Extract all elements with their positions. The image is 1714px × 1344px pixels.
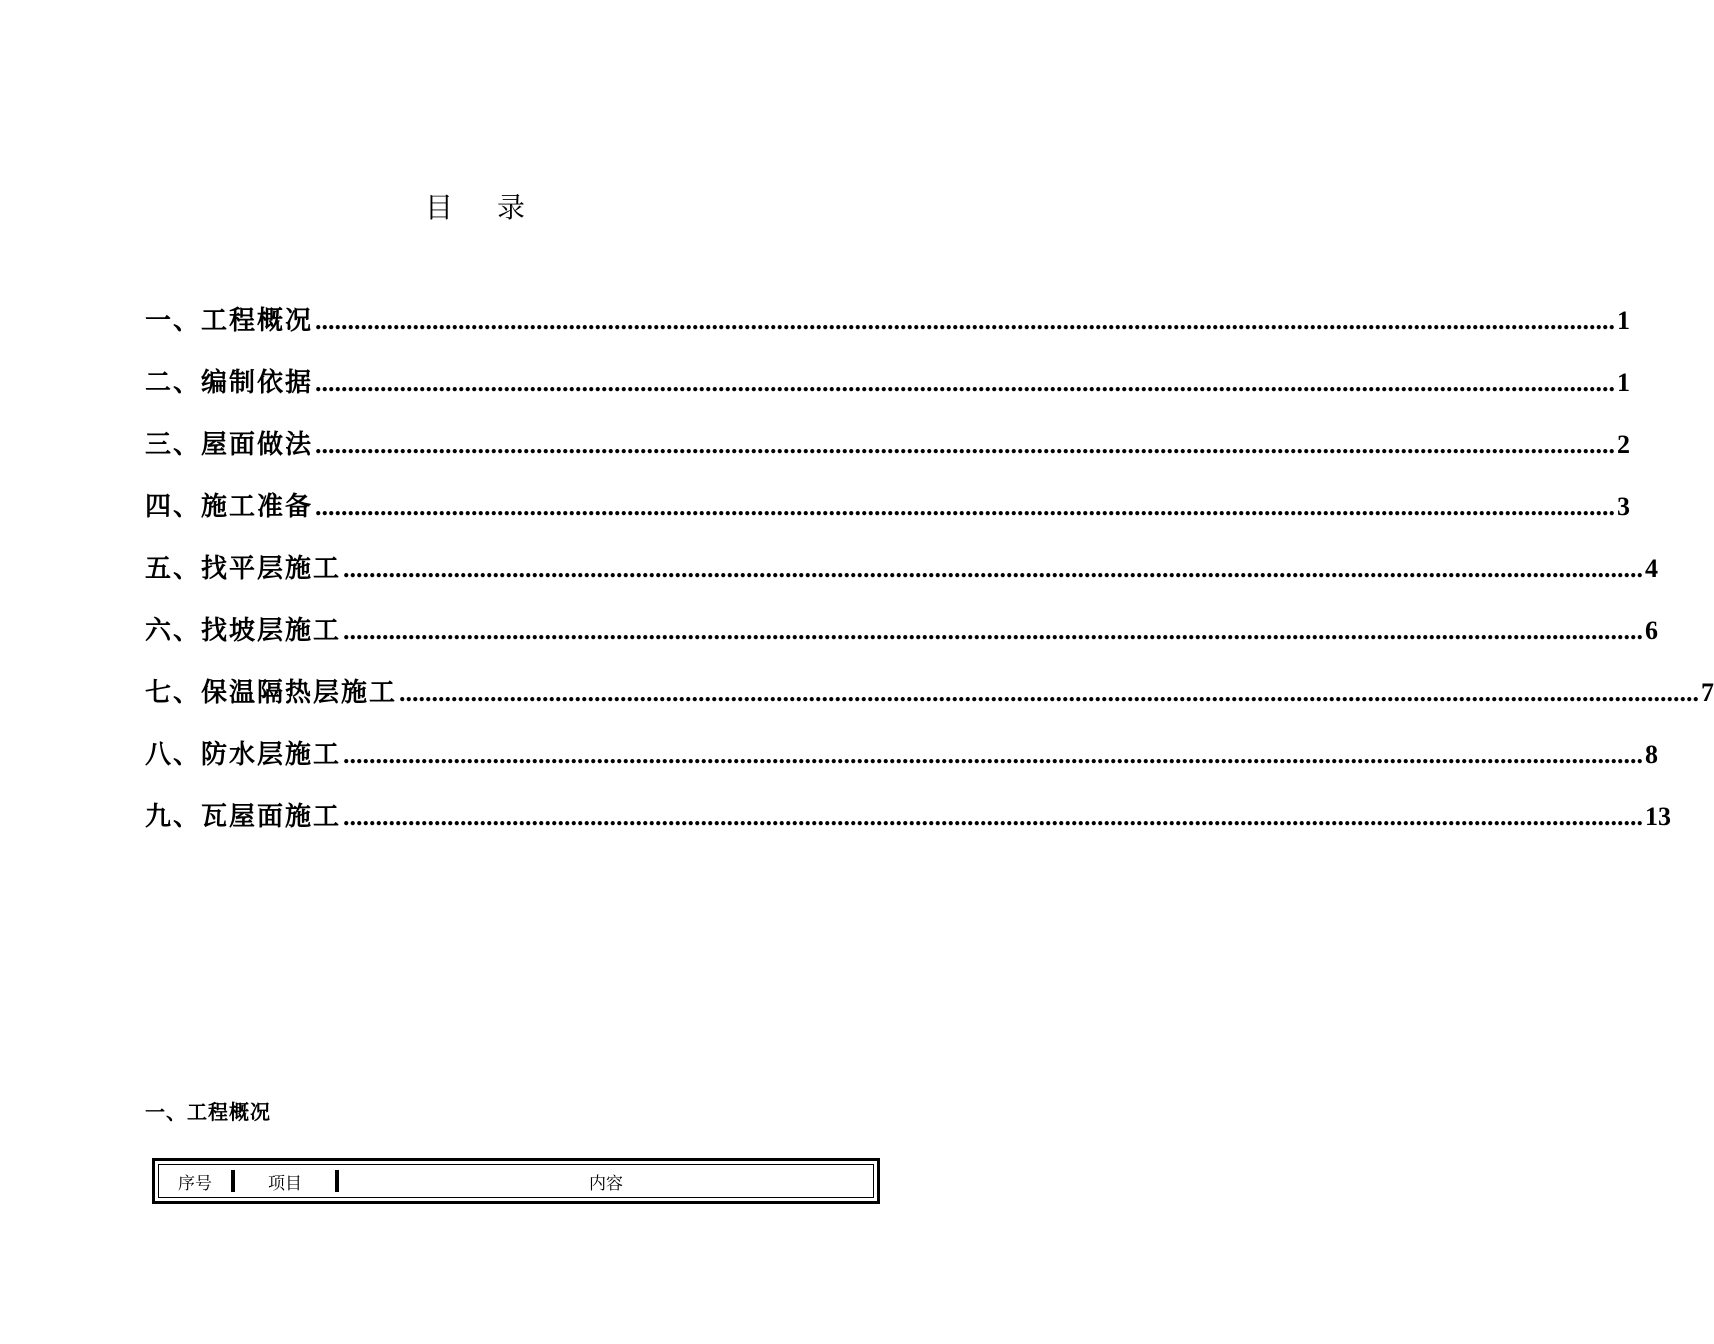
toc-entry[interactable] <box>145 486 1631 548</box>
toc-entry-page: 6 <box>1645 616 1659 645</box>
toc-leader-dots: ........................................................................................................................................................................................................ <box>343 554 1644 583</box>
toc-entry-label: 六、找坡层施工 <box>145 616 342 646</box>
toc-leader-dots: ........................................................................................................................................................................................................ <box>315 430 1616 459</box>
toc-entry[interactable] <box>145 424 1631 486</box>
toc-entry-label: 一、工程概况 <box>145 306 314 336</box>
toc-title-part1: 目 <box>424 191 453 224</box>
toc-entry[interactable] <box>145 734 1659 796</box>
toc-title-part2: 录 <box>497 191 526 224</box>
toc-leader-dots: ........................................................................................................................................................................................................ <box>315 368 1616 397</box>
header-cell-content: 内容 <box>589 1173 623 1194</box>
table-header-row <box>158 1164 874 1198</box>
toc-entry[interactable] <box>145 610 1659 672</box>
toc-entry-label: 三、屋面做法 <box>145 430 314 460</box>
toc-entry-page: 3 <box>1617 492 1631 521</box>
toc-entry[interactable] <box>145 672 1714 734</box>
toc-entry[interactable] <box>145 796 1672 858</box>
toc-entry-label: 八、防水层施工 <box>145 740 342 770</box>
toc-leader-dots: ........................................................................................................................................................................................................ <box>343 740 1644 769</box>
overview-table <box>152 1158 880 1204</box>
section-heading: 一、工程概况 <box>145 1100 271 1124</box>
toc-entry-page: 13 <box>1645 802 1672 831</box>
toc-entry-label: 九、瓦屋面施工 <box>145 802 342 832</box>
toc-entry-page: 1 <box>1617 368 1631 397</box>
header-cell-item: 项目 <box>268 1173 302 1194</box>
toc-leader-dots: ........................................................................................................................................................................................................ <box>315 306 1616 335</box>
toc-entry-page: 7 <box>1701 678 1714 707</box>
toc-title <box>0 186 950 226</box>
toc-leader-dots: ........................................................................................................................................................................................................ <box>399 678 1700 707</box>
toc-entry-page: 4 <box>1645 554 1659 583</box>
toc-entry-page: 2 <box>1617 430 1631 459</box>
toc-entry-page: 8 <box>1645 740 1659 769</box>
toc-entry[interactable] <box>145 548 1659 610</box>
toc-entry[interactable] <box>145 300 1631 362</box>
table-of-contents <box>145 300 1714 858</box>
toc-entry-label: 二、编制依据 <box>145 368 314 398</box>
toc-leader-dots: ........................................................................................................................................................................................................ <box>343 802 1644 831</box>
toc-entry-page: 1 <box>1617 306 1631 335</box>
toc-entry[interactable] <box>145 362 1631 424</box>
toc-leader-dots: ........................................................................................................................................................................................................ <box>315 492 1616 521</box>
header-cell-index: 序号 <box>178 1173 212 1194</box>
toc-leader-dots: ........................................................................................................................................................................................................ <box>343 616 1644 645</box>
toc-entry-label: 五、找平层施工 <box>145 554 342 584</box>
toc-entry-label: 四、施工准备 <box>145 492 314 522</box>
toc-entry-label: 七、保温隔热层施工 <box>145 678 398 708</box>
